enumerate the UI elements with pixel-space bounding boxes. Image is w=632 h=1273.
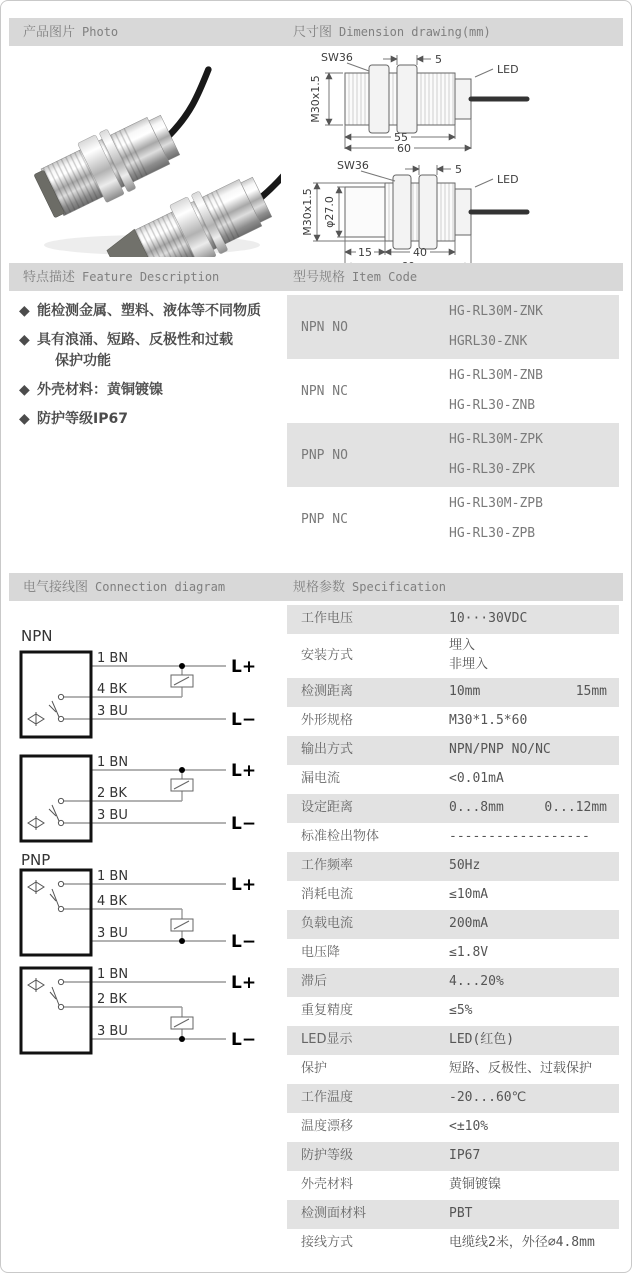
spec-values (449, 857, 619, 876)
pnp-diagram-1 (19, 867, 271, 959)
spec-values (449, 828, 619, 847)
connection-section-title (23, 573, 225, 602)
feature-item (19, 330, 281, 371)
dimension-section-title (293, 18, 491, 47)
item-code-title-zh: 型号规格 (293, 270, 346, 285)
item-code-list (449, 487, 619, 551)
wire-label-bk: 2 BK (97, 992, 127, 1007)
spec-values (449, 1118, 619, 1137)
spec-label: 防护等级 (301, 1148, 354, 1164)
spec-label: 外壳材料 (301, 1177, 354, 1193)
spec-label: 漏电流 (301, 771, 341, 787)
thread-label: M30x1.5 (309, 75, 322, 123)
spec-values (449, 1205, 619, 1224)
spec-value: <0.01mA (449, 771, 504, 787)
spec-label: 外形规格 (301, 713, 354, 729)
diamond-bullet-icon: ◆ (19, 411, 30, 428)
spec-values (449, 1176, 619, 1195)
led-label: LED (497, 173, 519, 186)
spec-value: 10···30VDC (449, 611, 528, 627)
diamond-bullet-icon: ◆ (19, 381, 30, 398)
proximity-sensor-icon (28, 712, 44, 726)
spec-label: 滞后 (301, 974, 328, 990)
wire-label-bn: 1 BN (97, 967, 129, 982)
spec-value: 埋入 (449, 638, 476, 654)
item-code: HG-RL30-ZNB (449, 398, 536, 413)
item-code-list (449, 423, 619, 487)
feature-section-title (23, 263, 219, 292)
item-code: HG-RL30-ZPK (449, 462, 536, 477)
spec-value: <±10% (449, 1119, 489, 1135)
load-symbol (171, 779, 193, 791)
proximity-sensor-icon (28, 978, 44, 992)
product-photo (17, 49, 281, 257)
spec-label: 温度漂移 (301, 1119, 354, 1135)
dimension-title-en: Dimension drawing(mm) (339, 25, 491, 39)
specification-title-en: Specification (352, 580, 446, 594)
item-code-table (287, 295, 619, 551)
item-code-type: NPN NC (301, 383, 348, 399)
junction-dot (179, 767, 185, 773)
item-code-type: PNP NC (301, 511, 348, 527)
switch-symbol (49, 694, 64, 721)
l-plus-label: L+ (231, 657, 257, 677)
section-header-row-2 (9, 263, 623, 291)
feature-item (19, 301, 281, 321)
l-minus-label: L− (231, 1030, 257, 1050)
npn-diagram-1 (19, 649, 271, 741)
wire-label-bu: 3 BU (97, 808, 128, 823)
connection-diagrams (19, 601, 281, 1071)
spec-label: 接线方式 (301, 1235, 354, 1251)
spec-value: 0...8mm (449, 800, 504, 816)
wire-label-bn: 1 BN (97, 869, 129, 884)
spec-values (449, 973, 619, 992)
spec-row (287, 939, 619, 968)
spec-row (287, 678, 619, 707)
spec-value: 4...20% (449, 974, 504, 990)
spec-value: 200mA (449, 916, 489, 932)
spec-row (287, 968, 619, 997)
dimension-title-zh: 尺寸图 (293, 25, 333, 40)
spec-value: 电缆线2米，外径∅4.8mm (449, 1235, 595, 1251)
wire-label-bu: 3 BU (97, 1024, 128, 1039)
spec-label: 工作电压 (301, 611, 354, 627)
spec-label: 重复精度 (301, 1003, 354, 1019)
specification-title-zh: 规格参数 (293, 580, 346, 595)
diamond-bullet-icon: ◆ (19, 332, 30, 349)
l-minus-label: L− (231, 814, 257, 834)
led-label: LED (497, 63, 519, 76)
npn-diagram-2 (19, 753, 271, 845)
load-symbol (171, 675, 193, 687)
wire-label-bu: 3 BU (97, 926, 128, 941)
thread-length-label: 40 (413, 246, 427, 259)
feature-text (37, 301, 261, 321)
connection-title-en: Connection diagram (95, 580, 226, 594)
spec-label: 工作温度 (301, 1090, 354, 1106)
spec-row (287, 881, 619, 910)
l-minus-label: L− (231, 932, 257, 952)
spec-row (287, 1084, 619, 1113)
spec-label: 设定距离 (301, 800, 354, 816)
photo-title-en: Photo (82, 25, 119, 39)
spec-label: 消耗电流 (301, 887, 354, 903)
spec-label: 保护 (301, 1061, 328, 1077)
spec-value: ------------------ (449, 829, 590, 845)
spec-value: -20...60℃ (449, 1090, 527, 1106)
spec-row (287, 794, 619, 823)
spec-value-2: 15mm (575, 684, 607, 700)
section-header-row-3 (9, 573, 623, 601)
spec-label: 电压降 (301, 945, 341, 961)
sensor-box (21, 652, 91, 737)
body-length-label: 55 (394, 131, 408, 144)
product-photo-illustration (17, 49, 281, 257)
item-code-type: PNP NO (301, 447, 348, 463)
spec-values (449, 886, 619, 905)
item-code: HG-RL30M-ZPB (449, 496, 543, 511)
specification-table (287, 605, 619, 1258)
wire-label-bk: 4 BK (97, 894, 127, 909)
wire-label-bk: 2 BK (97, 786, 127, 801)
spec-value: 10mm (449, 684, 481, 700)
item-code-group (287, 423, 619, 487)
spec-row (287, 707, 619, 736)
pnp-label: PNP (21, 851, 51, 869)
spec-values (449, 915, 619, 934)
sensor-box (21, 756, 91, 841)
pitch-label: 5 (455, 163, 462, 176)
spec-row (287, 1200, 619, 1229)
spec-row (287, 910, 619, 939)
spec-label: 检测距离 (301, 684, 354, 700)
item-code-group (287, 295, 619, 359)
spec-values (449, 1089, 619, 1108)
load-symbol (171, 1017, 193, 1029)
item-code: HG-RL30-ZPB (449, 526, 536, 541)
connection-title-zh: 电气接线图 (23, 580, 89, 595)
spec-row (287, 1055, 619, 1084)
dimension-drawing-1 (295, 47, 617, 153)
feature-line: 外壳材料：黄铜镀镍 (37, 381, 163, 398)
junction-dot (179, 663, 185, 669)
spec-label: 输出方式 (301, 742, 354, 758)
switch-symbol (49, 798, 64, 825)
spec-value: LED(红色) (449, 1032, 515, 1048)
feature-list (19, 301, 281, 438)
switch-symbol (50, 881, 64, 911)
sensor-box (21, 870, 91, 955)
item-code: HG-RL30M-ZNB (449, 368, 543, 383)
spec-value-2: 非埋入 (449, 657, 489, 672)
item-code-list (449, 295, 619, 359)
photo-section-title (23, 18, 118, 47)
spec-row (287, 997, 619, 1026)
spec-row (287, 1142, 619, 1171)
wire-label-bk: 4 BK (97, 682, 127, 697)
diameter-label: φ27.0 (323, 196, 336, 228)
item-code-list (449, 359, 619, 423)
spec-values (449, 610, 619, 629)
dimension-drawing-2 (295, 155, 617, 273)
l-plus-label: L+ (231, 875, 257, 895)
dimension-drawings (295, 47, 617, 261)
l-plus-label: L+ (231, 761, 257, 781)
item-code-group (287, 359, 619, 423)
item-code-title-en: Item Code (352, 270, 418, 284)
spec-values (449, 944, 619, 963)
spec-row (287, 765, 619, 794)
switch-symbol (50, 979, 64, 1009)
spec-label: LED显示 (301, 1032, 353, 1048)
junction-dot (179, 938, 185, 944)
feature-item (19, 380, 281, 400)
spec-row (287, 1229, 619, 1258)
item-code-type: NPN NO (301, 319, 348, 335)
wire-label-bn: 1 BN (97, 651, 129, 666)
thread-label: M30x1.5 (301, 188, 314, 236)
sw-label: SW36 (337, 159, 369, 172)
spec-label: 安装方式 (301, 647, 354, 663)
pitch-label: 5 (435, 53, 442, 66)
total-length-label: 60 (397, 142, 411, 153)
spec-row (287, 605, 619, 634)
spec-values (449, 799, 619, 818)
item-code: HGRL30-ZNK (449, 334, 528, 349)
spec-label: 工作频率 (301, 858, 354, 874)
sensor-box (21, 968, 91, 1053)
spec-row (287, 823, 619, 852)
l-plus-label: L+ (231, 973, 257, 993)
spec-row (287, 1171, 619, 1200)
spec-value: 黄铜镀镍 (449, 1177, 502, 1193)
spec-row (287, 1026, 619, 1055)
item-code: HG-RL30M-ZNK (449, 304, 543, 319)
spec-row (287, 736, 619, 765)
item-code-section-title (293, 263, 417, 292)
spec-values (449, 1060, 619, 1079)
spec-values (449, 1234, 619, 1253)
spec-value: M30*1.5*60 (449, 713, 528, 729)
spec-values (449, 712, 619, 731)
wire-label-bu: 3 BU (97, 704, 128, 719)
spec-values (449, 1002, 619, 1021)
spec-values (449, 770, 619, 789)
spec-value: ≤1.8V (449, 945, 489, 961)
spec-row (287, 634, 619, 678)
feature-line: 防护等级IP67 (37, 411, 128, 428)
junction-dot (179, 1036, 185, 1042)
spec-label: 标准检出物体 (301, 829, 380, 845)
feature-text (37, 409, 128, 429)
spec-row (287, 852, 619, 881)
feature-title-zh: 特点描述 (23, 270, 76, 285)
spec-row (287, 1113, 619, 1142)
feature-title-en: Feature Description (82, 270, 220, 284)
feature-line: 能检测金属、塑料、液体等不同物质 (37, 303, 261, 319)
spec-values (449, 683, 619, 702)
load-symbol (171, 919, 193, 931)
spec-label: 负载电流 (301, 916, 354, 932)
photo-title-zh: 产品图片 (23, 25, 76, 40)
sw-label: SW36 (321, 51, 353, 64)
l-minus-label: L− (231, 710, 257, 730)
spec-value: ≤10mA (449, 887, 489, 903)
feature-line: 具有浪涌、短路、反极性和过载 (37, 332, 233, 349)
section-header-row-1 (9, 18, 623, 46)
spec-value: 短路、反极性、过载保护 (449, 1061, 593, 1077)
spec-values (449, 1147, 619, 1166)
feature-line: 保护功能 (55, 352, 111, 369)
spec-values (449, 1031, 619, 1050)
spec-value-2: 0...12mm (544, 800, 607, 816)
spec-values (449, 741, 619, 760)
spec-value: ≤5% (449, 1003, 473, 1019)
spec-value: 50Hz (449, 858, 481, 874)
feature-text (37, 380, 163, 400)
npn-label: NPN (21, 627, 53, 645)
pnp-diagram-2 (19, 965, 271, 1057)
spec-label: 检测面材料 (301, 1206, 367, 1222)
diamond-bullet-icon: ◆ (19, 303, 30, 319)
item-code: HG-RL30M-ZPK (449, 432, 543, 447)
spec-value: NPN/PNP NO/NC (449, 742, 551, 758)
feature-item (19, 409, 281, 429)
feature-text (37, 330, 233, 371)
specification-section-title (293, 573, 446, 602)
spec-values (449, 637, 619, 675)
spec-value: IP67 (449, 1148, 481, 1164)
wire-label-bn: 1 BN (97, 755, 129, 770)
spec-value: PBT (449, 1206, 473, 1222)
item-code-group (287, 487, 619, 551)
head-length-label: 15 (358, 246, 372, 259)
proximity-sensor-icon (28, 880, 44, 894)
proximity-sensor-icon (28, 816, 44, 830)
